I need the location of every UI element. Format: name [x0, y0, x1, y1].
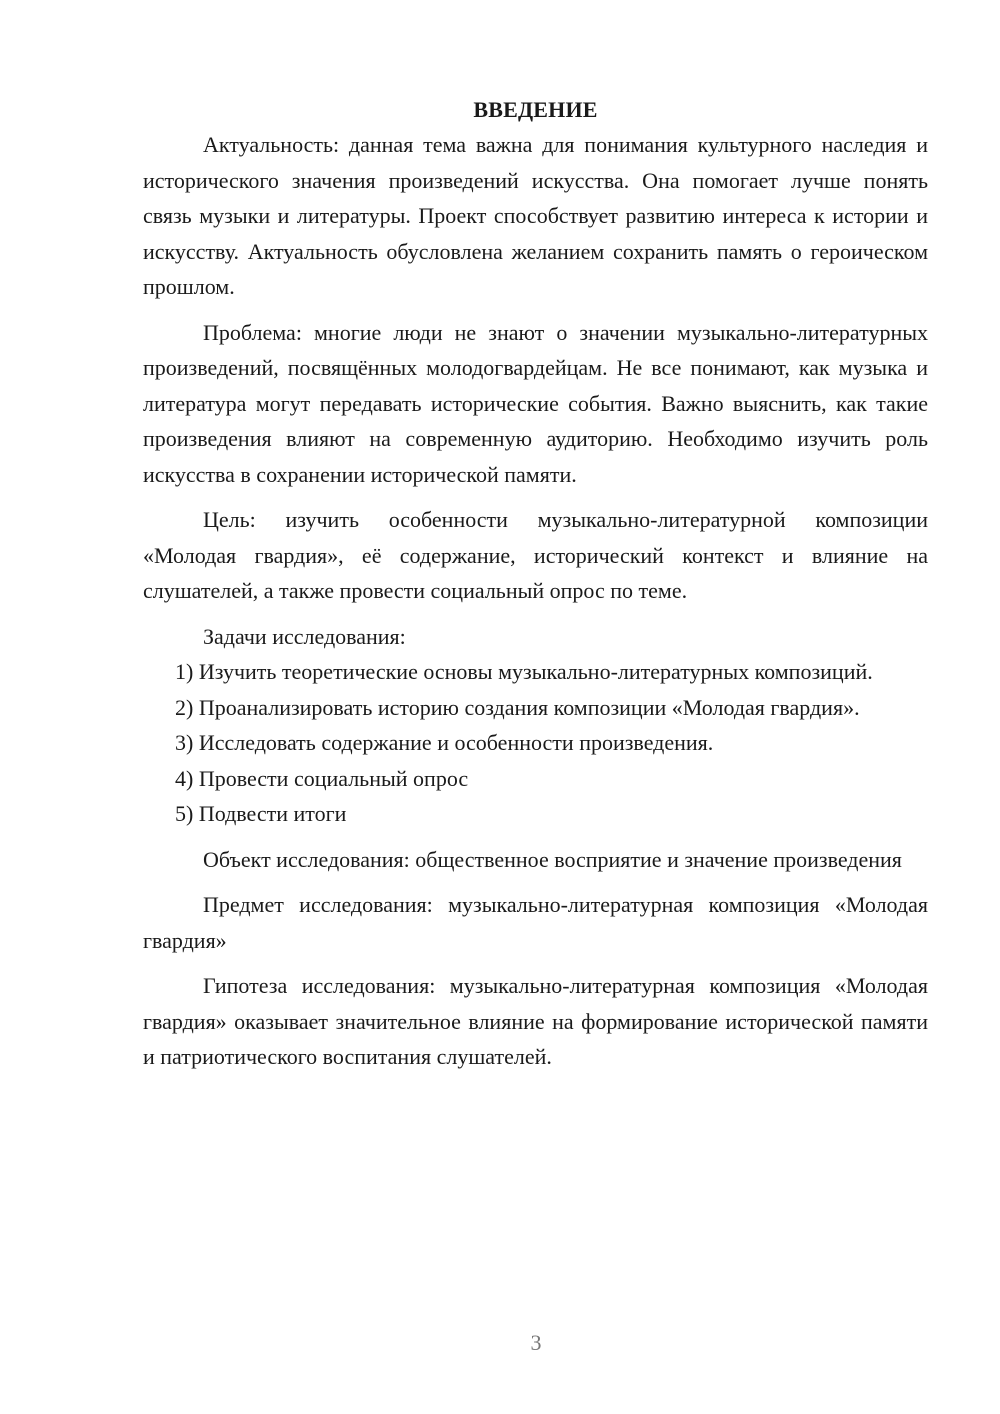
task-item: 5) Подвести итоги	[175, 801, 347, 826]
task-item: 4) Провести социальный опрос	[175, 765, 469, 791]
tasks-heading: Задачи исследования:	[203, 623, 406, 649]
goal-paragraph: Цель: изучить особенности музыкально-литературной композиции «Молодая гвардия», её содержание, исторический контекст и влияние на слушателей, а также провести социальный опрос по теме.	[143, 507, 928, 603]
document-page	[143, 92, 928, 1075]
relevance-paragraph: Актуальность: данная тема важна для понимания культурного наследия и исторического значения произведений искусства. Она помогает лучше понять связь музыки и литературы. Проект способствует развитию интереса к истории и искусству. Актуальность обусловлена желанием сохранить память о героическом прошлом.	[143, 132, 928, 299]
task-item: 2) Проанализировать историю создания композиции «Молодая гвардия».	[175, 694, 860, 720]
section-title: ВВЕДЕНИЕ	[473, 97, 598, 122]
object-paragraph: Объект исследования: общественное восприятие и значение произведения	[203, 846, 902, 872]
page-number: 3	[530, 1330, 542, 1355]
subject-paragraph: Предмет исследования: музыкально-литературная композиция «Молодая гвардия»	[143, 892, 928, 953]
task-item: 3) Исследовать содержание и особенности произведения.	[175, 730, 714, 755]
problem-paragraph: Проблема: многие люди не знают о значении музыкально-литературных произведений, посвящённых молодогвардейцам. Не все понимают, как музыка и литература могут передавать исторические события. Важно выяснить, как такие произведения влияют на современную аудиторию. Необходимо изучить роль искусства в сохранении исторической памяти.	[143, 319, 928, 487]
hypothesis-paragraph: Гипотеза исследования: музыкально-литературная композиция «Молодая гвардия» оказывает значительное влияние на формирование исторической памяти и патриотического воспитания слушателей.	[143, 973, 928, 1069]
task-item: 1) Изучить теоретические основы музыкально-литературных композиций.	[175, 659, 873, 684]
